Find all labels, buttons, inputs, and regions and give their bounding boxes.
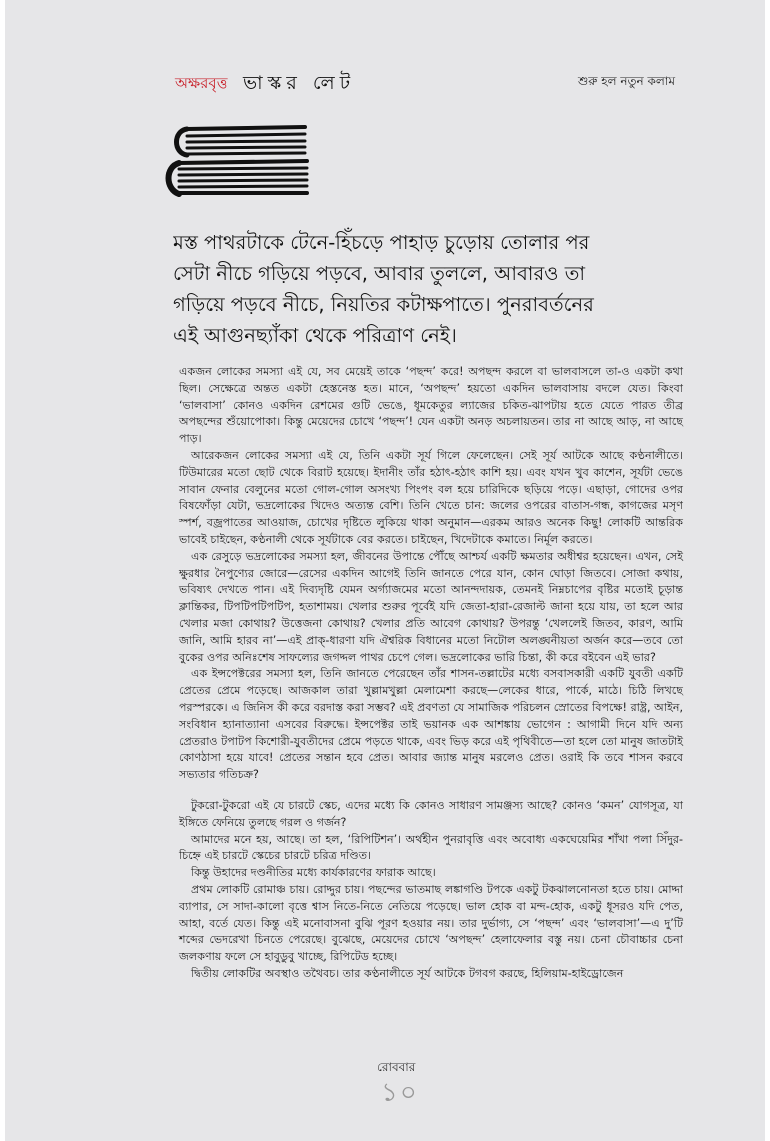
- article-body: [179, 364, 683, 983]
- books-icon: [165, 123, 315, 203]
- paragraph: আরেকজন লোকের সমস্যা এই যে, তিনি একটা সূর্য গিলে ফেলেছেন। সেই সূর্য আটকে আছে কণ্ঠনালীতে। টিউমারের মতো ছোট থেকে বিরাট হয়েছে। ইদানীং তাঁর হঠাৎ-হঠাৎ কাশি হয়। এবং যখন খুব কাশেন, সূর্যটা ভেঙে সাবান ফেনার বেলুনের মতো গোল-গোল অসংখ্য পিংপং বল হয়ে চারিদিকে ছড়িয়ে পড়ে। এছাড়া, গোদের ওপর বিষফোঁড়া যেটা, ভদ্রলোকের খিদেও অত্যন্ত বেশি। তিনি খেতে চান: জলের ওপরের বাতাস-গন্ধ, কাগজের মসৃণ স্পর্শ, বজ্রপাতের আওয়াজ, চোখের দৃষ্টিতে লুকিয়ে থাকা অনুমান—এরকম আরও অনেক কিছু! লোকটি আন্তরিক ভাবেই চাইছেন, কণ্ঠনালী থেকে সূর্যটাকে বের করতে। চাইছেন, খিদেটাকে কমাতে। নির্মূল করতে।: [179, 448, 683, 546]
- pull-quote-line: সেটা নীচে গড়িয়ে পড়বে, আবার তুললে, আবারও তা: [173, 262, 586, 285]
- paragraph: প্রথম লোকটি রোমাঞ্চ চায়। রোদ্দুর চায়। পছন্দের ভাতমাছ লঙ্কাগণ্ডি টপকে একটু টকঝালনোনতা হতে চায়। মোদ্দা ব্যাপার, সে সাদা-কালো বৃত্তে শ্বাস নিতে-নিতে নেতিয়ে পড়েছে। ভাল হোক বা মন্দ-হোক, একটু ধূসরও যদি পেত, আহা, বর্তে যেত। কিন্তু এই মনোবাসনা বুঝি পূরণ হওয়ার নয়। তার দুর্ভাগ্য, সে ‘পছন্দ’ এবং ‘ভালবাসা’—এ দু’টি শব্দের ভেদরেখা চিনতে পেরেছে। বুঝেছে, মেয়েদের চোখে ‘অপছন্দ’ হেলাফেলার বস্তু নয়। চেনা চৌবাচ্চার চেনা জলকণায় ফলে সে হাবুডুবু খাচ্ছে, রিপিটেড হচ্ছে।: [179, 882, 683, 964]
- paragraph: দ্বিতীয় লোকটির অবস্থাও তথৈবচ। তার কণ্ঠনালীতে সূর্য আটকে টগবগ করছে, হিলিয়াম-হাইড্রোজেন: [191, 966, 624, 980]
- paragraph: আমাদের মনে হয়, আছে। তা হল, ‘রিপিটিশন’। অর্থহীন পুনরাবৃত্তি এবং অবোধ্য একঘেয়েমির শাঁখা পলা সিঁদুর-চিহ্নে এই চারটে স্কেচের চারটে চরিত্র দণ্ডিত।: [179, 832, 683, 863]
- paragraph: টুকরো-টুকরো এই যে চারটে স্কেচ, এদের মধ্যে কি কোনও সাধারণ সামঞ্জস্য আছে? কোনও ‘কমন’ যোগসূত্র, যা ইঙ্গিতে ফেনিয়ে তুলছে গরল ও গর্জন?: [179, 798, 683, 829]
- paragraph: এক রেসুড়ে ভদ্রলোকের সমস্যা হল, জীবনের উপান্তে পৌঁছে আশ্চর্য একটি ক্ষমতার অধীশ্বর হয়েছেন। এখন, সেই ক্ষুরধার নৈপুণ্যের জোরে—রেসের একদিন আগেই তিনি জানতে পেরে যান, কোন ঘোড়া জিতবে। সোজা কথায়, ভবিষ্যৎ দেখতে পান। এই দিব্যদৃষ্টি যেমন অর্গ্যাজমের মতো আনন্দদায়ক, তেমনই নিম্নচাপের বৃষ্টির মতোই চূড়ান্ত ক্লান্তিকর, টিপটিপটিপটিপ, হতাশাময়। খেলার শুরুর পূর্বেই যদি জেতা-হারা-রেজাল্ট জানা হয়ে যায়, তা হলে আর খেলার মজা কোথায়? উত্তেজনা কোথায়? খেলার প্রতি আবেগ কোথায়? উপরন্তু ‘খেললেই জিতব, কারণ, আমি জানি, আমি হারব না’—এই প্রাক্-ধারণা যদি ঐশ্বরিক বিধানের মতো নিটোল অলঙ্ঘনীয়তা অর্জন করে—তবে তো বুকের ওপর অনিঃশেষ সাফল্যের জগদ্দল পাথর চেপে গেল। ভদ্রলোকের ভারি চিন্তা, কী করে বইবেন এই ভার?: [179, 549, 683, 664]
- series-name: শুরু হল নতুন কলাম: [577, 74, 675, 88]
- paragraph: এক ইন্সপেক্টরের সমস্যা হল, তিনি জানতে পেরেছেন তাঁর শাসন-তল্লাটের মধ্যে বসবাসকারী একটি যুবতী একটি প্রেতের প্রেমে পড়েছে। আজকাল তারা খুল্লামখুল্লা মেলামেশা করছে—লেকের ধারে, পার্কে, মাঠে। চিঠি লিখছে পরস্পরকে। এ জিনিস কী করে বরদাস্ত করা সম্ভব? এই প্রবণতা যে সামাজিক পরিচলন স্রোতের বিপক্ষে! রাষ্ট্র, আইন, সংবিধান হ্যানাত্যানা এসবের বিরুদ্ধে। ইন্সপেক্টর তাই ভয়ানক এক আশঙ্কায় ভোগেন : আগামী দিনে যদি অন্য প্রেতরাও টপাটপ কিশোরী-যুবতীদের প্রেমে পড়তে থাকে, এবং ভিড় করে এই পৃথিবীতে—তা হলে তো মানুষ জাতটাই কোণঠাসা হয়ে যাবে! প্রেতের সন্তান হবে প্রেত। আবার জ্যান্ত মানুষ মরলেও প্রেত। ওরাই কি তবে শাসন করবে সভ্যতার গতিচক্র?: [179, 667, 683, 782]
- pull-quote: [173, 227, 683, 351]
- column-name: অক্ষরবৃত্ত: [175, 74, 228, 92]
- paragraph: কিন্তু উহাদের দণ্ডনীতির মধ্যে কার্যকারণের ফারাক আছে।: [191, 866, 436, 880]
- magazine-name: রোববার: [377, 1060, 416, 1074]
- pull-quote-line: মস্ত পাথরটাকে টেনে-হিঁচড়ে পাহাড় চুড়োয় তোলার পর: [173, 231, 590, 254]
- column-header: [175, 70, 675, 94]
- pull-quote-line: গড়িয়ে পড়বে নীচে, নিয়তির কটাক্ষপাতে। পুনরাবর্তনের: [173, 293, 594, 316]
- page-number: ১০: [381, 1078, 419, 1108]
- author-name: ভাস্কর লেট: [243, 72, 356, 94]
- paragraph: একজন লোকের সমস্যা এই যে, সব মেয়েই তাকে ‘পছন্দ’ করে! অপছন্দ করলে বা ভালবাসলে তা-ও একটা কথা ছিল। সেক্ষেত্রে অন্তত একটা হেস্তনেস্ত হত। মানে, ‘অপছন্দ’ হয়তো একদিন ভালবাসায় বদলে যেত। কিংবা ‘ভালবাসা’ কোনও একদিন রেশমের গুটি ভেঙে, ধূমকেতুর ল্যাজের চকিত-ঝাপটায় হতে যেতে পারত তীব্র অপছন্দের শুঁয়োপোকা। কিন্তু মেয়েদের চোখে ‘পছন্দ’! যেন একটা অনড় অচলায়তন। তার না আছে আড়, না আছে পাড়।: [179, 365, 683, 446]
- magazine-page: [5, 0, 765, 1141]
- pull-quote-line: এই আগুনছ্যাঁকা থেকে পরিত্রাণ নেই।: [173, 324, 457, 347]
